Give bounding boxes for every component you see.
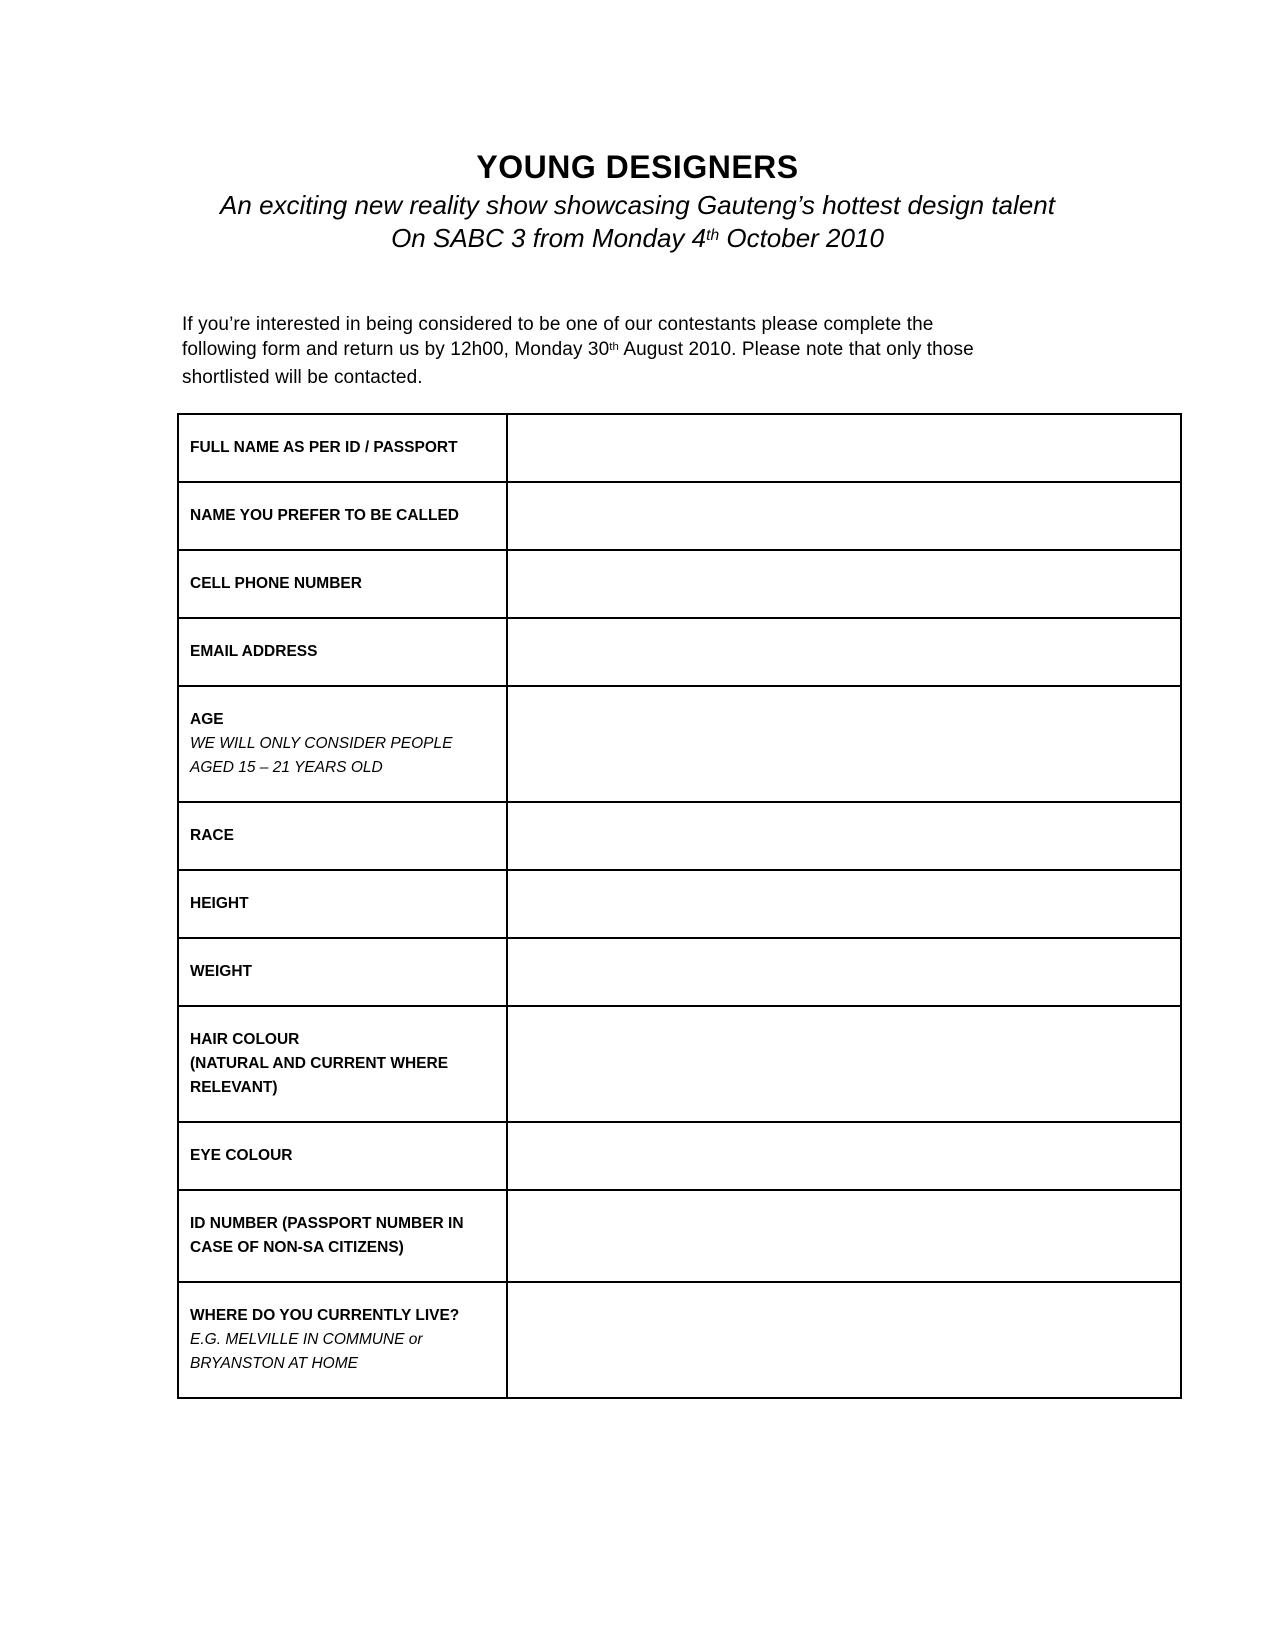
field-label	[190, 640, 498, 664]
field-value-cell[interactable]	[507, 1282, 1181, 1398]
table-row	[178, 618, 1181, 686]
subtitle-line-2	[0, 222, 1275, 259]
field-label-cell	[178, 618, 507, 686]
field-label-cell	[178, 550, 507, 618]
field-note	[190, 1328, 498, 1376]
subtitle-line-2-pre: On SABC 3 from Monday 4	[391, 223, 707, 253]
field-label	[190, 1028, 498, 1100]
field-note-line: BRYANSTON AT HOME	[190, 1355, 358, 1372]
table-row	[178, 1282, 1181, 1398]
table-row	[178, 686, 1181, 802]
field-label	[190, 436, 498, 460]
field-label	[190, 504, 498, 528]
field-label-line: ID NUMBER (PASSPORT NUMBER IN	[190, 1215, 464, 1232]
field-label	[190, 960, 498, 984]
field-value-cell[interactable]	[507, 482, 1181, 550]
field-value-cell[interactable]	[507, 1006, 1181, 1122]
intro-line-1: If you’re interested in being considered to be one of our contestants please complete the	[182, 314, 934, 335]
field-note	[190, 732, 498, 780]
form-table	[177, 413, 1182, 1399]
superscript-th: th	[706, 227, 720, 245]
field-note-line: WE WILL ONLY CONSIDER PEOPLE	[190, 735, 453, 752]
field-label-cell	[178, 686, 507, 802]
field-label-cell	[178, 1282, 507, 1398]
field-label	[190, 1144, 498, 1168]
field-label-line: HEIGHT	[190, 895, 249, 912]
field-label-line: CASE OF NON-SA CITIZENS)	[190, 1239, 404, 1256]
table-row	[178, 938, 1181, 1006]
field-label-line: NAME YOU PREFER TO BE CALLED	[190, 507, 459, 524]
field-value-cell[interactable]	[507, 618, 1181, 686]
field-label-cell	[178, 414, 507, 482]
field-label-cell	[178, 1190, 507, 1282]
table-row	[178, 414, 1181, 482]
subtitle	[0, 189, 1275, 259]
table-row	[178, 802, 1181, 870]
subtitle-line-2-post: October 2010	[719, 223, 884, 253]
page-title: YOUNG DESIGNERS	[476, 149, 799, 185]
field-label-cell	[178, 482, 507, 550]
table-row	[178, 1122, 1181, 1190]
field-label	[190, 708, 498, 732]
table-row	[178, 550, 1181, 618]
field-label	[190, 1304, 498, 1328]
field-label-line: WEIGHT	[190, 963, 252, 980]
field-label-line: AGE	[190, 711, 224, 728]
intro-line-3: shortlisted will be contacted.	[182, 367, 423, 388]
field-label-line: CELL PHONE NUMBER	[190, 575, 362, 592]
superscript-th: th	[609, 341, 619, 354]
field-note-line: E.G. MELVILLE IN COMMUNE or	[190, 1331, 423, 1348]
field-label	[190, 1212, 498, 1260]
intro-line-2	[182, 337, 974, 365]
field-label-cell	[178, 1122, 507, 1190]
table-row	[178, 482, 1181, 550]
field-label-cell	[178, 870, 507, 938]
field-label	[190, 572, 498, 596]
field-label-line: WHERE DO YOU CURRENTLY LIVE?	[190, 1307, 460, 1324]
table-row	[178, 1190, 1181, 1282]
table-row	[178, 870, 1181, 938]
field-label-cell	[178, 1006, 507, 1122]
document-header	[0, 148, 1275, 259]
field-note-line: AGED 15 – 21 YEARS OLD	[190, 759, 383, 776]
field-value-cell[interactable]	[507, 870, 1181, 938]
field-label-line: RACE	[190, 827, 234, 844]
field-label-line: (NATURAL AND CURRENT WHERE	[190, 1055, 449, 1072]
intro-line-2-pre: following form and return us by 12h00, Monday 30	[182, 339, 610, 360]
intro-paragraph	[182, 312, 974, 390]
field-label-cell	[178, 802, 507, 870]
field-label	[190, 892, 498, 916]
subtitle-line-1: An exciting new reality show showcasing Gauteng’s hottest design talent	[220, 190, 1055, 220]
field-value-cell[interactable]	[507, 938, 1181, 1006]
field-value-cell[interactable]	[507, 1122, 1181, 1190]
field-value-cell[interactable]	[507, 1190, 1181, 1282]
field-label-line: EYE COLOUR	[190, 1147, 293, 1164]
field-label-line: EMAIL ADDRESS	[190, 643, 318, 660]
table-row	[178, 1006, 1181, 1122]
intro-line-2-post: August 2010. Please note that only those	[618, 339, 974, 360]
field-label	[190, 824, 498, 848]
field-label-line: HAIR COLOUR	[190, 1031, 300, 1048]
field-value-cell[interactable]	[507, 802, 1181, 870]
field-value-cell[interactable]	[507, 550, 1181, 618]
field-value-cell[interactable]	[507, 686, 1181, 802]
form-table-body	[178, 414, 1181, 1398]
field-value-cell[interactable]	[507, 414, 1181, 482]
field-label-line: RELEVANT)	[190, 1079, 278, 1096]
field-label-cell	[178, 938, 507, 1006]
field-label-line: FULL NAME AS PER ID / PASSPORT	[190, 439, 458, 456]
